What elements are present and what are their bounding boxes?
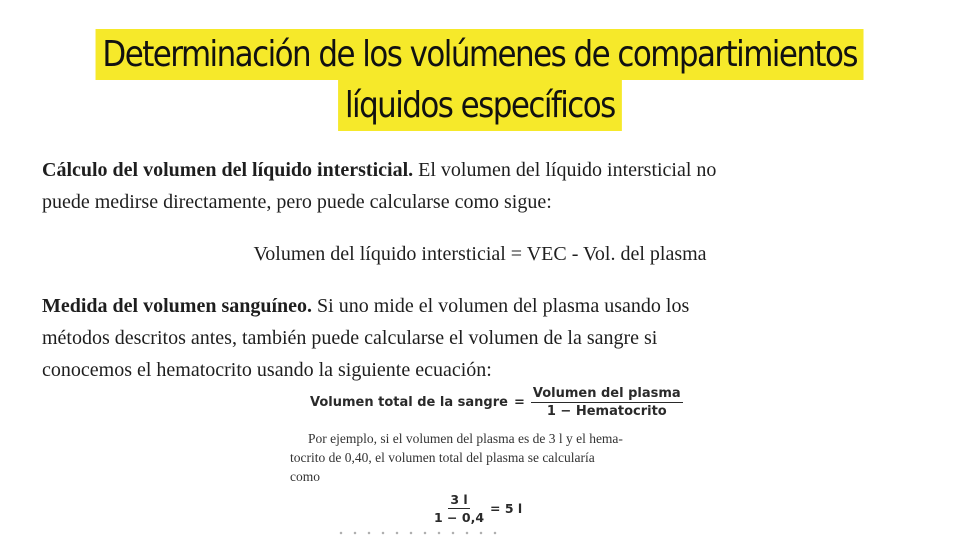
blood-volume-text-2: métodos descritos antes, también puede calcularse el volumen de la sangre si [42, 327, 658, 349]
example-text [290, 429, 690, 486]
book-excerpt-image [290, 386, 690, 486]
example-line-3: como [290, 469, 320, 484]
example-calculation [434, 492, 522, 525]
blood-volume-text-1: Si uno mide el volumen del plasma usando los [312, 295, 690, 317]
slide-title [0, 29, 960, 131]
example-line-2: tocrito de 0,40, el volumen total del plasma se calcularía [290, 450, 595, 465]
blood-volume-paragraph [42, 290, 912, 386]
calc-result: = 5 l [490, 501, 523, 516]
formula-numerator: Volumen del plasma [532, 386, 681, 401]
title-line-1: Determinación de los volúmenes de compartimientos [96, 29, 864, 80]
cropped-text-fragment [334, 530, 504, 536]
formula-denominator: 1 − Hematocrito [546, 404, 667, 419]
blood-volume-formula [290, 386, 690, 419]
formula-fraction [531, 386, 683, 419]
example-line-1: Por ejemplo, si el volumen del plasma es de 3 l y el hema- [308, 431, 623, 446]
interstitial-text-1: El volumen del líquido intersticial no [413, 159, 717, 181]
calc-denominator: 1 − 0,4 [434, 510, 485, 525]
interstitial-equation: Volumen del líquido intersticial = VEC - Vol. del plasma [253, 243, 707, 265]
interstitial-paragraph [42, 154, 912, 218]
formula-equals: = [513, 395, 525, 410]
interstitial-heading: Cálculo del volumen del líquido intersticial. [42, 159, 414, 181]
blood-volume-text-3: conocemos el hematocrito usando la siguiente ecuación: [42, 359, 492, 381]
calc-numerator: 3 l [450, 492, 468, 507]
title-line-2: líquidos específicos [338, 80, 622, 131]
blood-volume-heading: Medida del volumen sanguíneo. [42, 295, 313, 317]
calc-fraction [434, 492, 484, 525]
formula-lhs: Volumen total de la sangre [310, 395, 508, 410]
interstitial-text-2: puede medirse directamente, pero puede calcularse como sigue: [42, 191, 552, 213]
